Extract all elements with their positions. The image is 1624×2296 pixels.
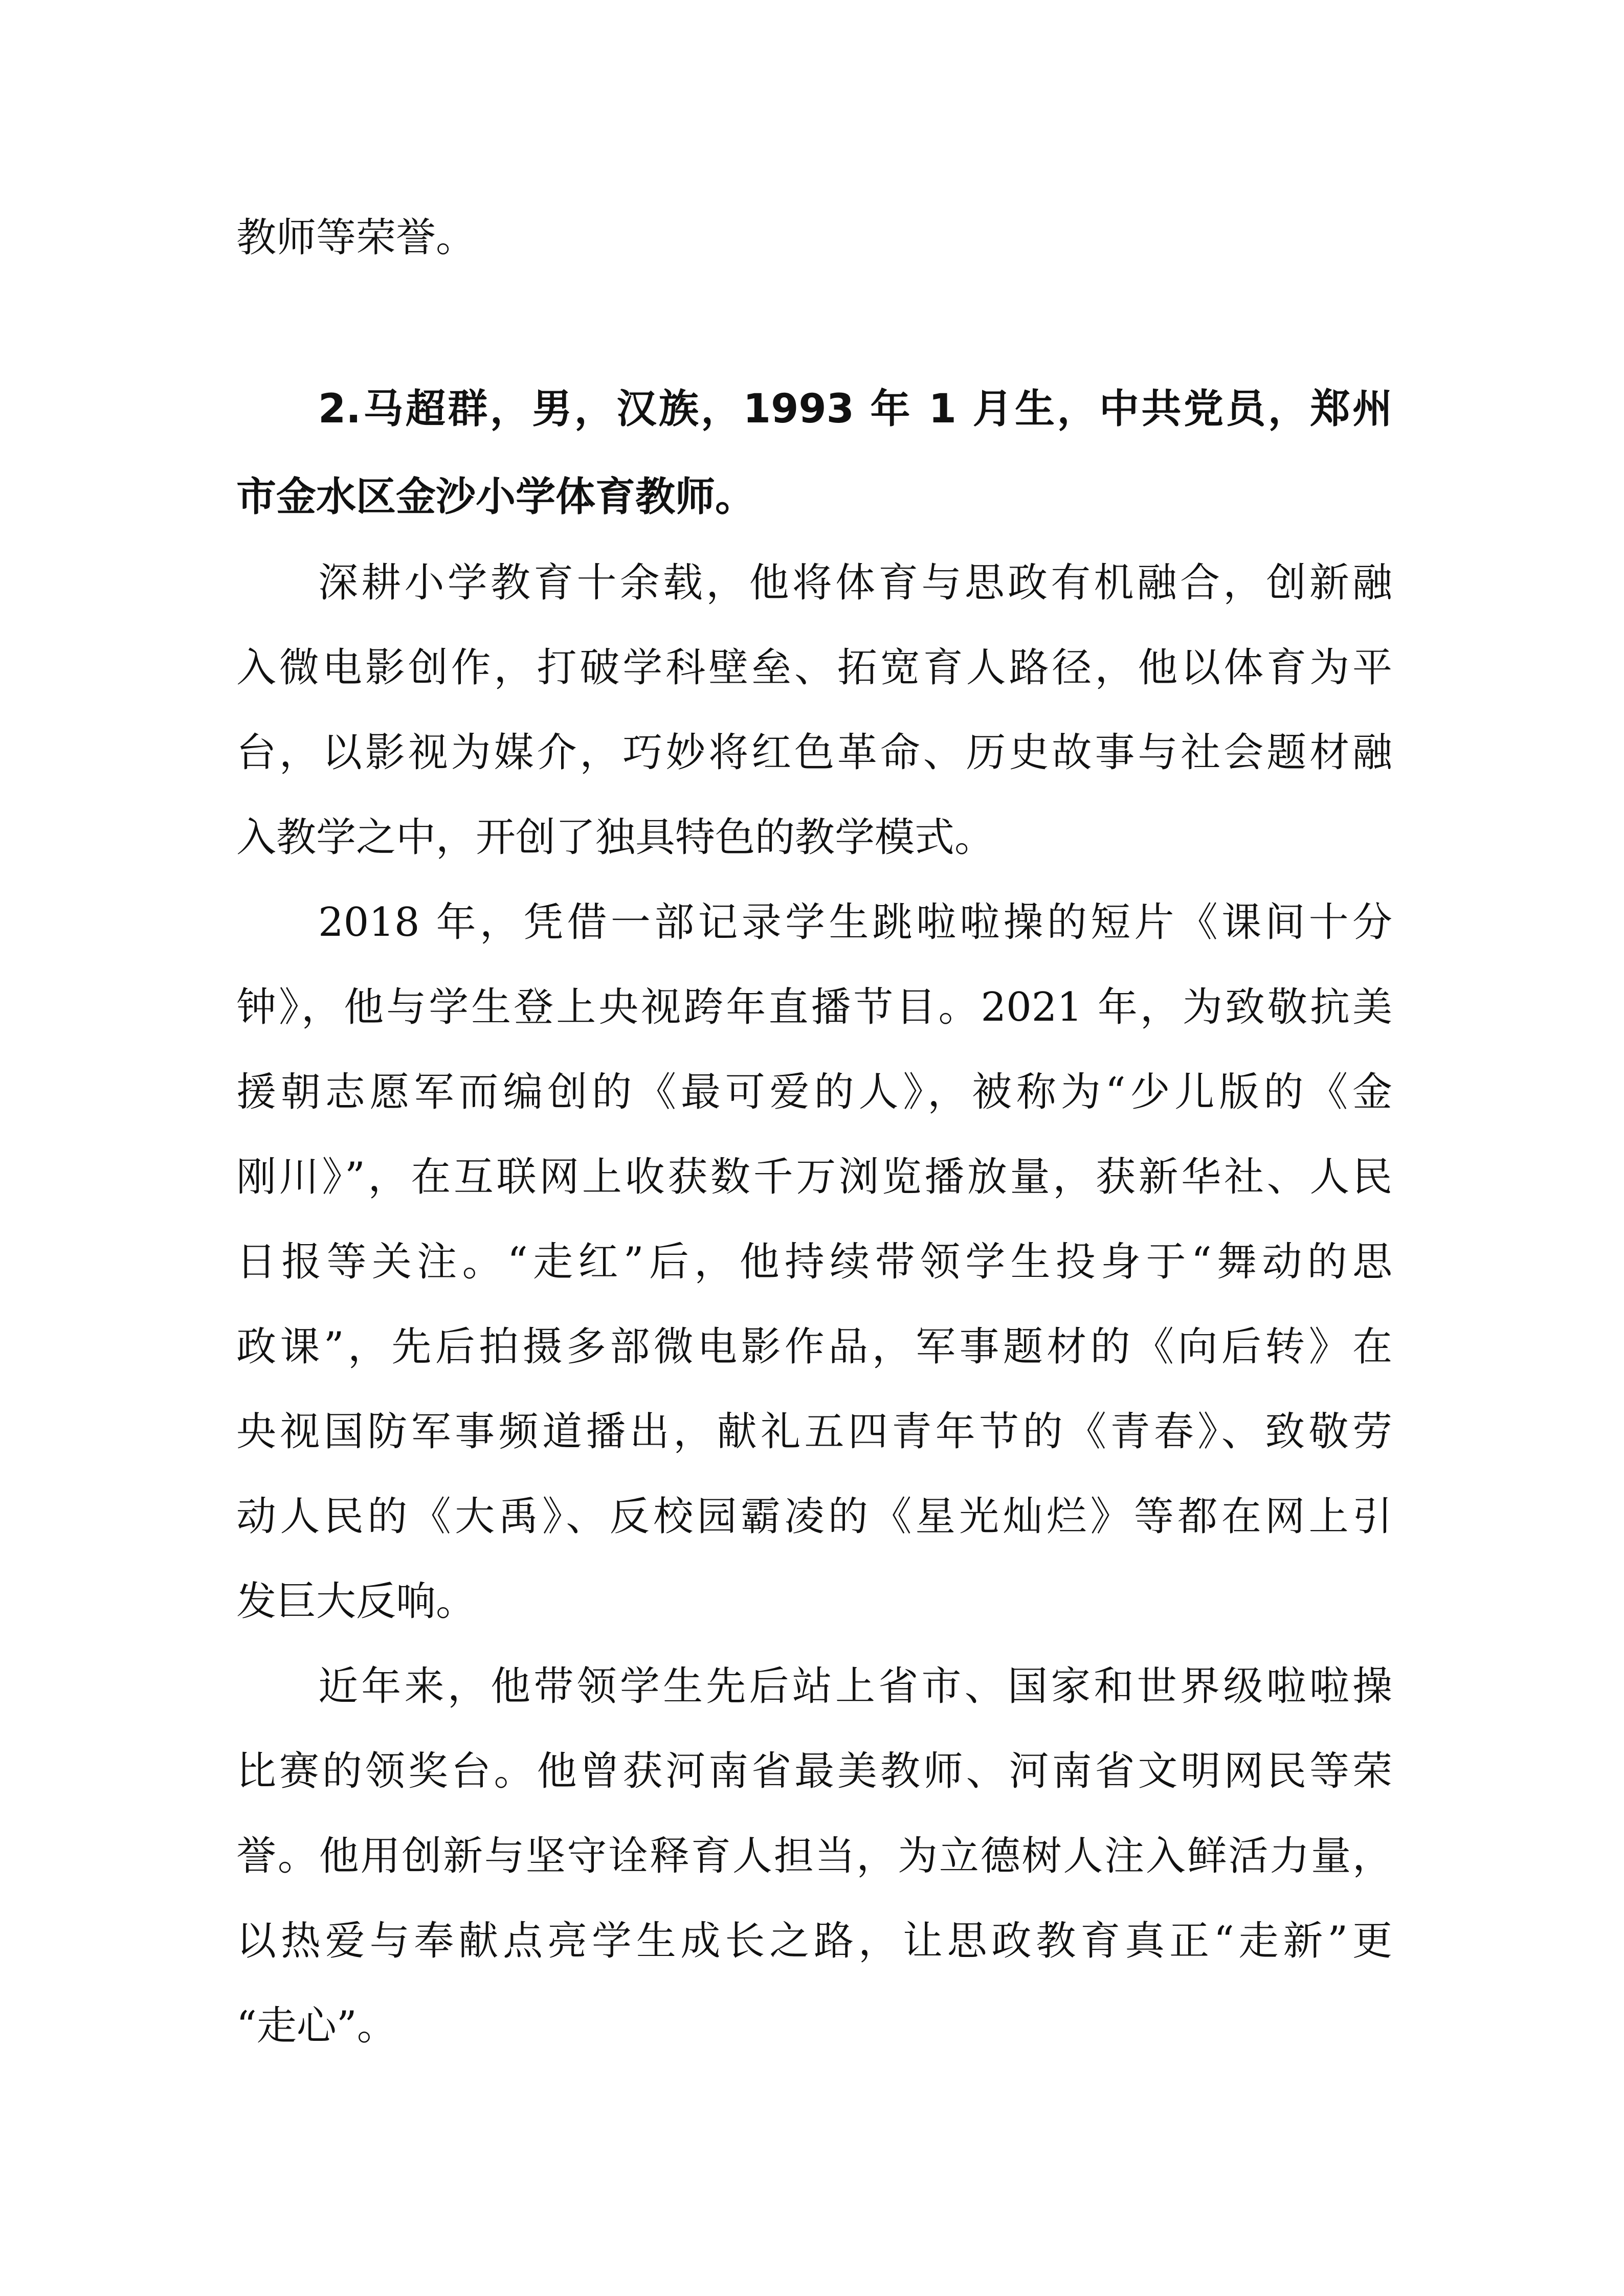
paragraph3-line-1: 近年来，他带领学生先后站上省市、国家和世界级啦啦操: [318, 1663, 1392, 1709]
paragraph1-line-2: 入微电影创作，打破学科壁垒、拓宽育人路径，他以体育为平: [236, 645, 1392, 691]
paragraph2-line-1: 2018 年，凭借一部记录学生跳啦啦操的短片《课间十分: [318, 899, 1392, 946]
paragraph1-line-1: 深耕小学教育十余载，他将体育与思政有机融合，创新融: [318, 560, 1392, 606]
heading-line-2: 市金水区金沙小学体育教师。: [236, 474, 755, 520]
paragraph2-line-7: 央视国防军事频道播出，献礼五四青年节的《青春》、致敬劳: [236, 1409, 1392, 1455]
paragraph3-line-5: “走心”。: [236, 2003, 397, 2049]
paragraph2-line-2: 钟》，他与学生登上央视跨年直播节目。2021 年，为致敬抗美: [236, 984, 1392, 1030]
paragraph3-line-4: 以热爱与奉献点亮学生成长之路，让思政教育真正“走新”更: [236, 1918, 1392, 1964]
paragraph3-line-2: 比赛的领奖台。他曾获河南省最美教师、河南省文明网民等荣: [236, 1748, 1392, 1794]
paragraph1-line-4: 入教学之中，开创了独具特色的教学模式。: [236, 815, 995, 861]
paragraph2-line-8: 动人民的《大禹》、反校园霸凌的《星光灿烂》等都在网上引: [236, 1494, 1392, 1540]
paragraph1-line-3: 台，以影视为媒介，巧妙将红色革命、历史故事与社会题材融: [236, 730, 1392, 776]
intro-tail-line: 教师等荣誉。: [236, 215, 476, 261]
paragraph2-line-4: 刚川》”，在互联网上收获数千万浏览播放量，获新华社、人民: [236, 1154, 1392, 1200]
paragraph2-line-5: 日报等关注。“走红”后，他持续带领学生投身于“舞动的思: [236, 1239, 1392, 1285]
paragraph2-line-9: 发巨大反响。: [236, 1579, 476, 1625]
heading-line-1: 2.马超群，男，汉族，1993 年 1 月生，中共党员，郑州: [318, 386, 1392, 432]
paragraph3-line-3: 誉。他用创新与坚守诠释育人担当，为立德树人注入鲜活力量，: [236, 1833, 1392, 1879]
paragraph2-line-3: 援朝志愿军而编创的《最可爱的人》，被称为“少儿版的《金: [236, 1069, 1392, 1115]
paragraph2-line-6: 政课”，先后拍摄多部微电影作品，军事题材的《向后转》在: [236, 1324, 1392, 1370]
